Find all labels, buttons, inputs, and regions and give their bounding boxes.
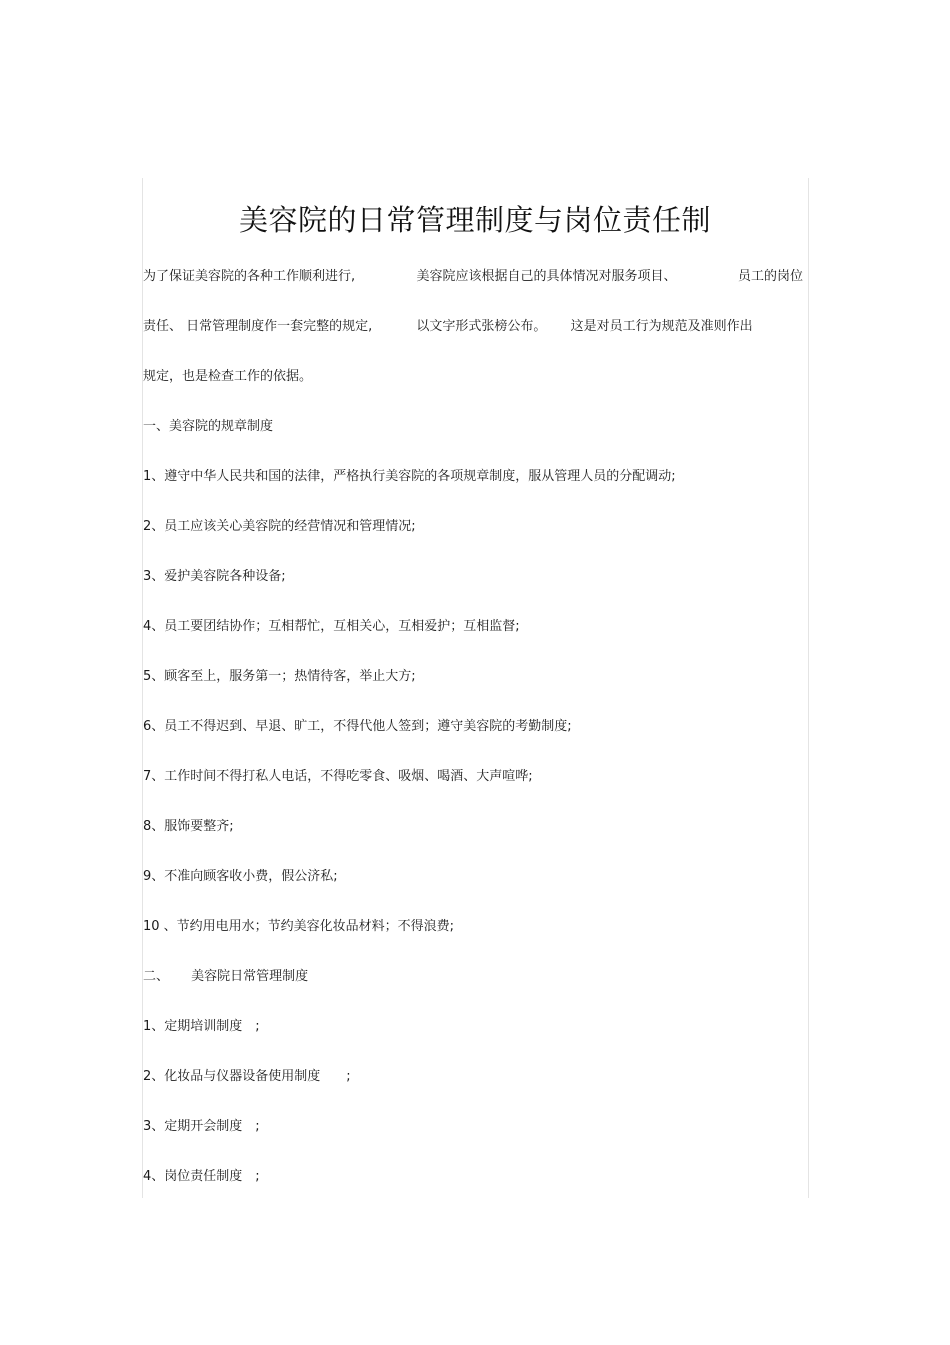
system-item: 4、岗位责任制度 ; [143,1169,260,1184]
section-heading-2-number: 二、 [143,969,170,984]
document-title: 美容院的日常管理制度与岗位责任制 [238,203,711,237]
section-heading-2 [143,968,803,986]
rule-item: 4、员工要团结协作；互相帮忙，互相关心，互相爱护；互相监督; [143,619,520,634]
rule-item: 8、服饰要整齐; [143,819,234,834]
rule-item: 2、员工应该关心美容院的经营情况和管理情况; [143,519,416,534]
intro-line-1 [143,268,803,286]
system-item: 1、定期培训制度 ; [143,1019,260,1034]
system-item: 3、定期开会制度 ; [143,1119,260,1134]
section-heading-2-text: 美容院日常管理制度 [191,969,309,984]
intro-line-2-part-1: 责任、 日常管理制度作一套完整的规定, [143,319,373,334]
rule-item: 10 、节约用电用水；节约美容化妆品材料；不得浪费; [143,919,455,934]
intro-line-2-part-3: 这是对员工行为规范及准则作出 [570,319,753,334]
rule-item: 6、员工不得迟到、早退、旷工，不得代他人签到；遵守美容院的考勤制度; [143,719,572,734]
section-heading-1: 一、美容院的规章制度 [143,419,274,434]
rule-item: 7、工作时间不得打私人电话，不得吃零食、吸烟、喝酒、大声喧哗; [143,769,533,784]
intro-line-1-part-2: 美容院应该根据自己的具体情况对服务项目、 [416,269,677,284]
rule-item: 9、不准向顾客收小费，假公济私; [143,869,338,884]
intro-line-1-part-3: 员工的岗位 [737,269,803,284]
intro-line-1-part-1: 为了保证美容院的各种工作顺利进行, [143,269,356,284]
system-item: 2、化妆品与仪器设备使用制度 ; [143,1069,351,1084]
rule-item: 1、遵守中华人民共和国的法律，严格执行美容院的各项规章制度，服从管理人员的分配调动; [143,469,676,484]
intro-line-3: 规定，也是检查工作的依据。 [143,369,313,384]
intro-line-2 [143,318,803,336]
rule-item: 5、顾客至上，服务第一；热情待客，举止大方; [143,669,416,684]
intro-line-2-part-2: 以文字形式张榜公布。 [416,319,547,334]
rule-item: 3、爱护美容院各种设备; [143,569,286,584]
